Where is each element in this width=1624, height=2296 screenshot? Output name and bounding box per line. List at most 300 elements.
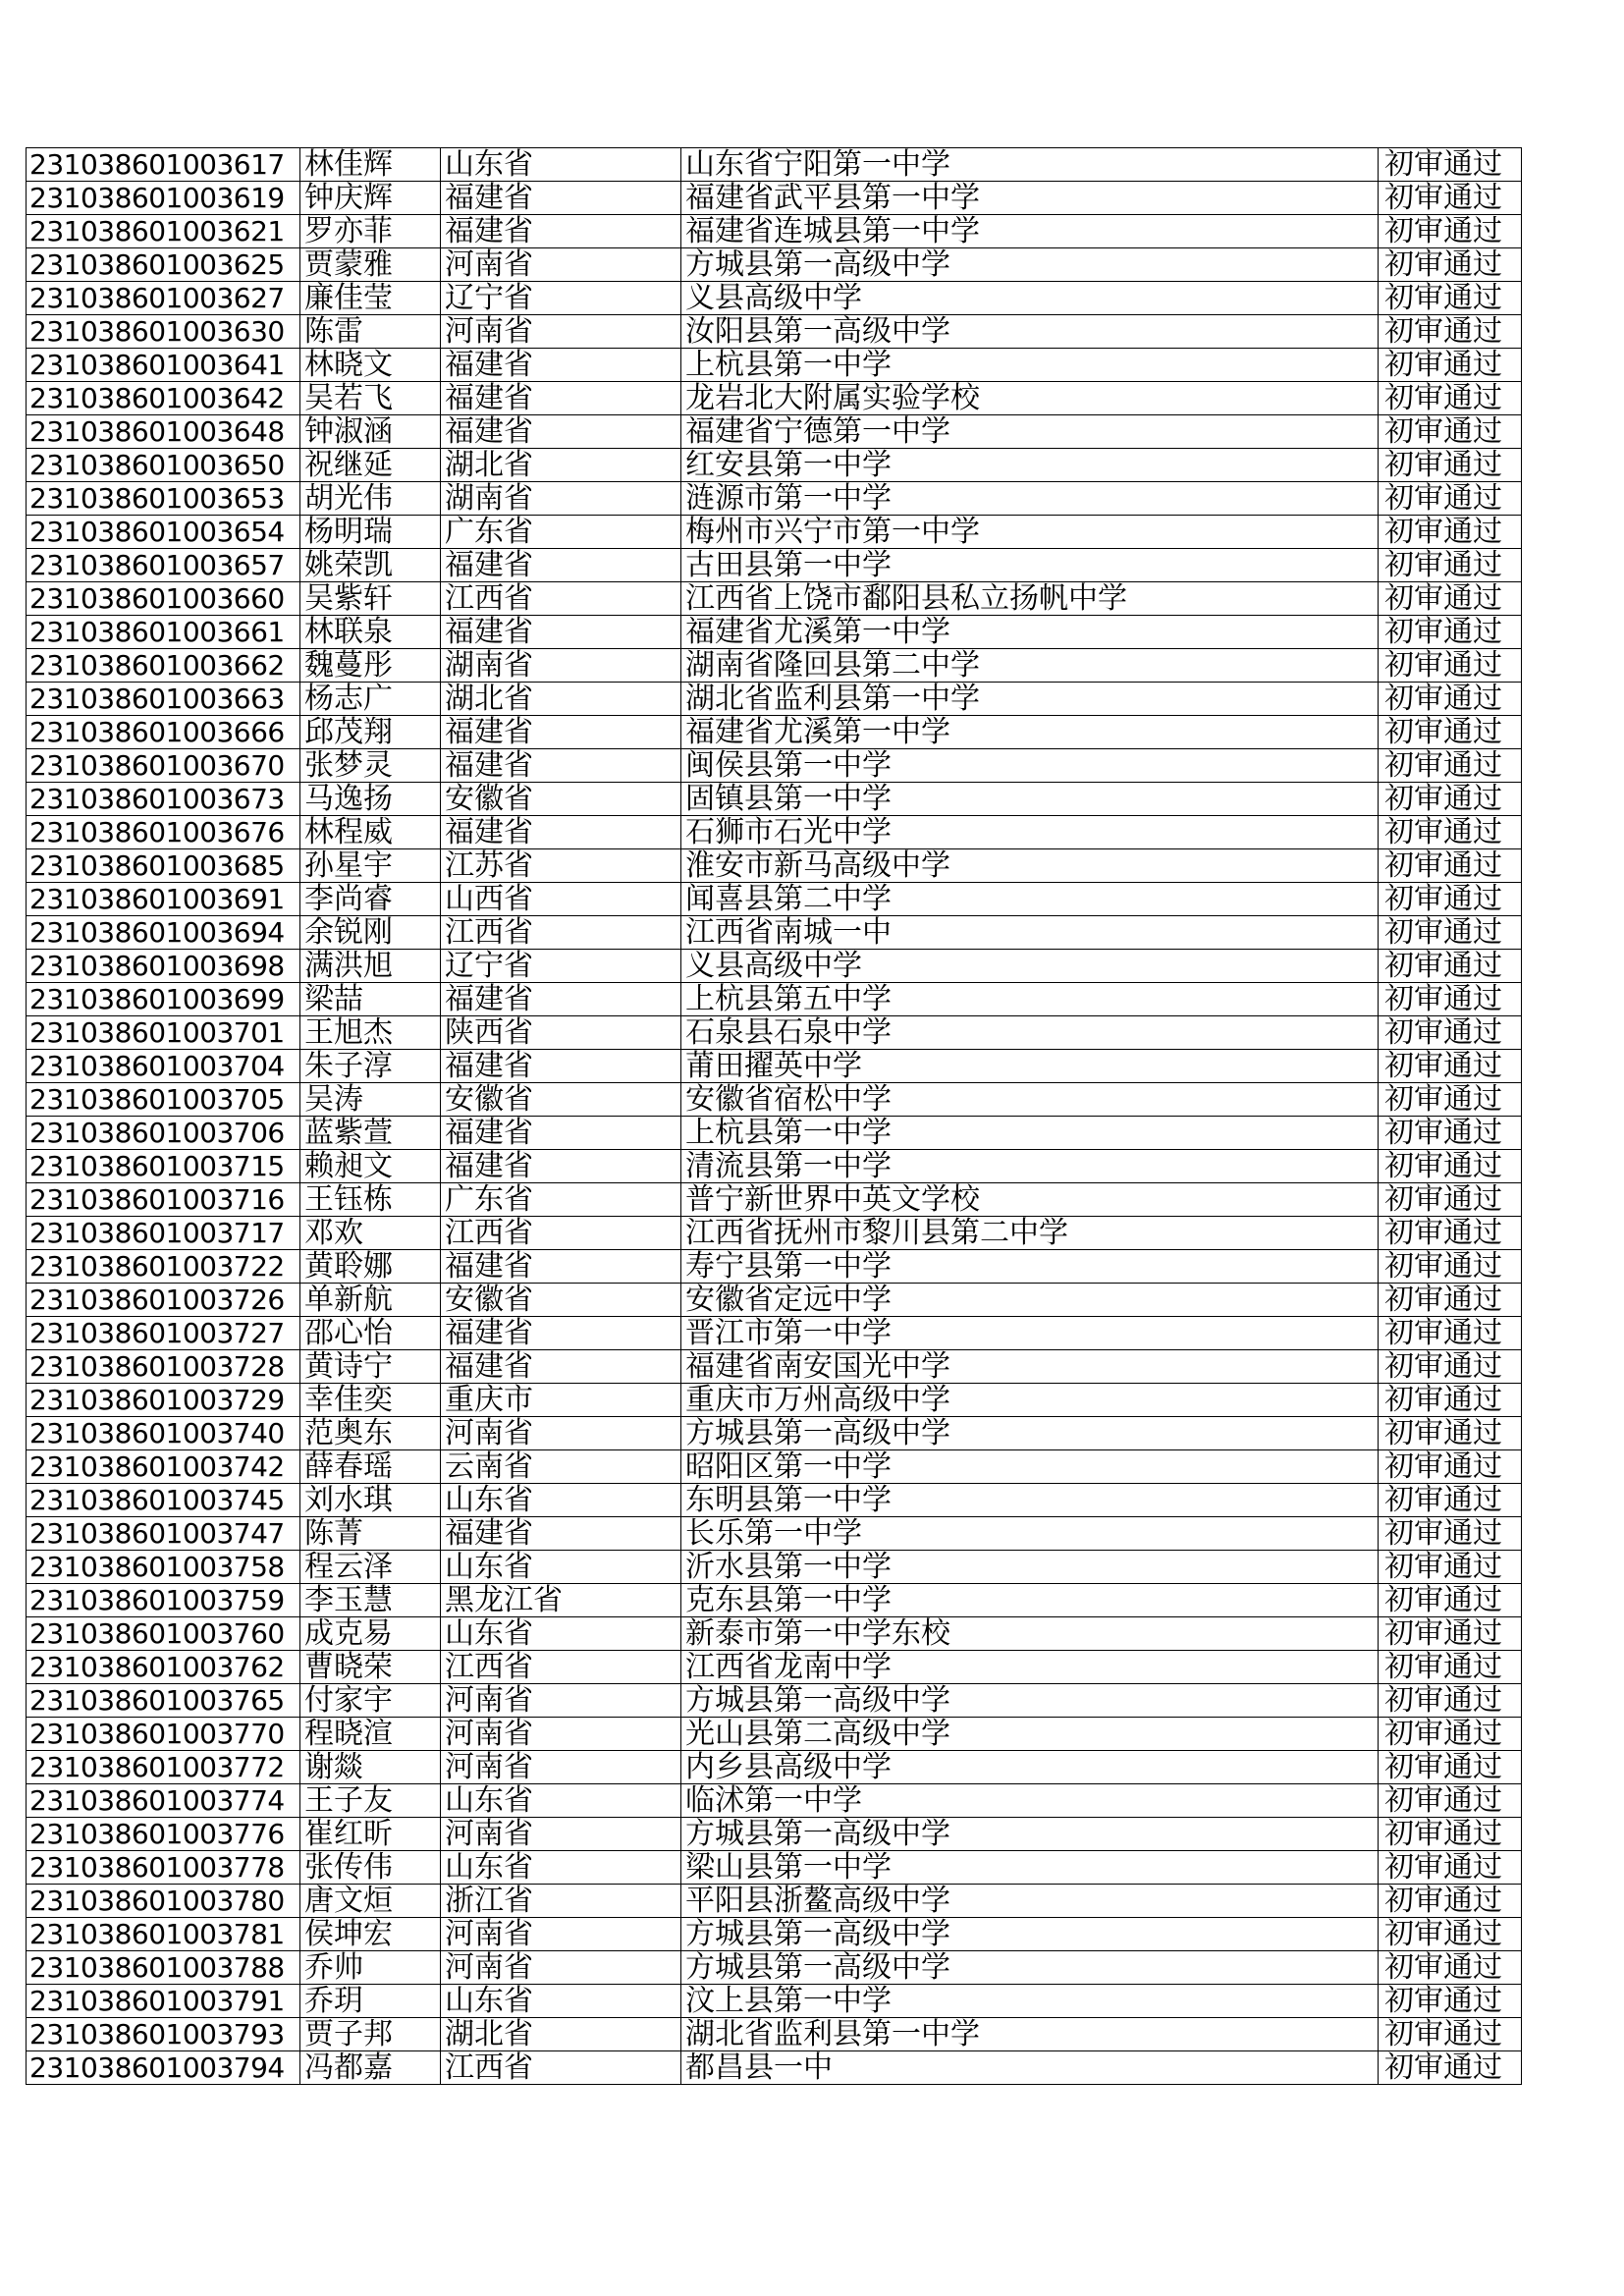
school-cell: 石泉县石泉中学 [681, 1016, 1379, 1050]
table-row [27, 2051, 1522, 2085]
name-cell: 贾子邦 [300, 2018, 441, 2051]
status-cell: 初审通过 [1379, 1617, 1522, 1651]
province-cell: 广东省 [441, 1183, 681, 1217]
school-cell: 涟源市第一中学 [681, 482, 1379, 516]
province-cell: 福建省 [441, 1250, 681, 1284]
name-cell: 祝继延 [300, 449, 441, 482]
candidate-id-cell: 231038601003617 [27, 148, 300, 182]
school-cell: 福建省连城县第一中学 [681, 215, 1379, 248]
table-row [27, 1117, 1522, 1150]
status-cell: 初审通过 [1379, 1584, 1522, 1617]
school-cell: 福建省尤溪第一中学 [681, 616, 1379, 649]
table-row [27, 1517, 1522, 1551]
province-cell: 福建省 [441, 1317, 681, 1350]
name-cell: 王钰栋 [300, 1183, 441, 1217]
school-cell: 长乐第一中学 [681, 1517, 1379, 1551]
school-cell: 江西省南城一中 [681, 916, 1379, 950]
name-cell: 邵心怡 [300, 1317, 441, 1350]
status-cell: 初审通过 [1379, 382, 1522, 415]
table-row [27, 148, 1522, 182]
status-cell: 初审通过 [1379, 549, 1522, 582]
status-cell: 初审通过 [1379, 1150, 1522, 1183]
province-cell: 山东省 [441, 1985, 681, 2018]
table-row [27, 950, 1522, 983]
school-cell: 江西省上饶市鄱阳县私立扬帆中学 [681, 582, 1379, 616]
province-cell: 江西省 [441, 2051, 681, 2085]
status-cell: 初审通过 [1379, 1450, 1522, 1484]
school-cell: 莆田擢英中学 [681, 1050, 1379, 1083]
name-cell: 成克易 [300, 1617, 441, 1651]
school-cell: 江西省龙南中学 [681, 1651, 1379, 1684]
candidate-id-cell: 231038601003728 [27, 1350, 300, 1384]
table-row [27, 816, 1522, 849]
candidate-id-cell: 231038601003619 [27, 182, 300, 215]
school-cell: 湖南省隆回县第二中学 [681, 649, 1379, 683]
school-cell: 江西省抚州市黎川县第二中学 [681, 1217, 1379, 1250]
candidate-id-cell: 231038601003758 [27, 1551, 300, 1584]
table-row [27, 1484, 1522, 1517]
province-cell: 广东省 [441, 516, 681, 549]
province-cell: 福建省 [441, 1150, 681, 1183]
province-cell: 福建省 [441, 749, 681, 783]
name-cell: 杨明瑞 [300, 516, 441, 549]
status-cell: 初审通过 [1379, 1417, 1522, 1450]
school-cell: 上杭县第五中学 [681, 983, 1379, 1016]
candidate-id-cell: 231038601003630 [27, 315, 300, 349]
province-cell: 山西省 [441, 883, 681, 916]
status-cell: 初审通过 [1379, 1117, 1522, 1150]
candidate-id-cell: 231038601003670 [27, 749, 300, 783]
candidate-id-cell: 231038601003661 [27, 616, 300, 649]
table-row [27, 1250, 1522, 1284]
table-row [27, 1317, 1522, 1350]
province-cell: 江西省 [441, 582, 681, 616]
candidate-id-cell: 231038601003685 [27, 849, 300, 883]
table-row [27, 1918, 1522, 1951]
school-cell: 红安县第一中学 [681, 449, 1379, 482]
name-cell: 王子友 [300, 1784, 441, 1818]
name-cell: 王旭杰 [300, 1016, 441, 1050]
table-row [27, 1684, 1522, 1718]
status-cell: 初审通过 [1379, 1751, 1522, 1784]
school-cell: 寿宁县第一中学 [681, 1250, 1379, 1284]
name-cell: 张传伟 [300, 1851, 441, 1885]
status-cell: 初审通过 [1379, 649, 1522, 683]
province-cell: 黑龙江省 [441, 1584, 681, 1617]
candidate-id-cell: 231038601003772 [27, 1751, 300, 1784]
status-cell: 初审通过 [1379, 1718, 1522, 1751]
table-row [27, 582, 1522, 616]
school-cell: 清流县第一中学 [681, 1150, 1379, 1183]
status-cell: 初审通过 [1379, 916, 1522, 950]
candidate-id-cell: 231038601003699 [27, 983, 300, 1016]
candidate-id-cell: 231038601003704 [27, 1050, 300, 1083]
table-row [27, 1384, 1522, 1417]
status-cell: 初审通过 [1379, 1317, 1522, 1350]
school-cell: 上杭县第一中学 [681, 1117, 1379, 1150]
province-cell: 福建省 [441, 983, 681, 1016]
name-cell: 吴若飞 [300, 382, 441, 415]
status-cell: 初审通过 [1379, 1484, 1522, 1517]
school-cell: 昭阳区第一中学 [681, 1450, 1379, 1484]
name-cell: 余锐刚 [300, 916, 441, 950]
province-cell: 福建省 [441, 1517, 681, 1551]
table-row [27, 1885, 1522, 1918]
province-cell: 福建省 [441, 1050, 681, 1083]
name-cell: 陈菁 [300, 1517, 441, 1551]
school-cell: 福建省宁德第一中学 [681, 415, 1379, 449]
name-cell: 贾蒙雅 [300, 248, 441, 282]
province-cell: 陕西省 [441, 1016, 681, 1050]
school-cell: 安徽省宿松中学 [681, 1083, 1379, 1117]
table-row [27, 382, 1522, 415]
table-row [27, 883, 1522, 916]
status-cell: 初审通过 [1379, 1183, 1522, 1217]
status-cell: 初审通过 [1379, 516, 1522, 549]
province-cell: 湖南省 [441, 649, 681, 683]
province-cell: 安徽省 [441, 1284, 681, 1317]
table-row [27, 215, 1522, 248]
province-cell: 重庆市 [441, 1384, 681, 1417]
candidate-id-cell: 231038601003701 [27, 1016, 300, 1050]
candidate-id-cell: 231038601003791 [27, 1985, 300, 2018]
province-cell: 福建省 [441, 215, 681, 248]
province-cell: 福建省 [441, 1117, 681, 1150]
province-cell: 福建省 [441, 1350, 681, 1384]
name-cell: 马逸扬 [300, 783, 441, 816]
candidate-id-cell: 231038601003694 [27, 916, 300, 950]
status-cell: 初审通过 [1379, 482, 1522, 516]
school-cell: 福建省尤溪第一中学 [681, 716, 1379, 749]
candidate-id-cell: 231038601003698 [27, 950, 300, 983]
name-cell: 黄聆娜 [300, 1250, 441, 1284]
table-row [27, 783, 1522, 816]
province-cell: 江西省 [441, 916, 681, 950]
candidate-id-cell: 231038601003666 [27, 716, 300, 749]
province-cell: 福建省 [441, 716, 681, 749]
table-row [27, 1350, 1522, 1384]
name-cell: 冯都嘉 [300, 2051, 441, 2085]
province-cell: 河南省 [441, 1684, 681, 1718]
school-cell: 方城县第一高级中学 [681, 1818, 1379, 1851]
province-cell: 福建省 [441, 816, 681, 849]
school-cell: 方城县第一高级中学 [681, 248, 1379, 282]
school-cell: 安徽省定远中学 [681, 1284, 1379, 1317]
name-cell: 单新航 [300, 1284, 441, 1317]
name-cell: 乔玥 [300, 1985, 441, 2018]
school-cell: 固镇县第一中学 [681, 783, 1379, 816]
candidate-id-cell: 231038601003760 [27, 1617, 300, 1651]
school-cell: 克东县第一中学 [681, 1584, 1379, 1617]
status-cell: 初审通过 [1379, 883, 1522, 916]
table-row [27, 1951, 1522, 1985]
status-cell: 初审通过 [1379, 2018, 1522, 2051]
table-row [27, 449, 1522, 482]
table-row [27, 983, 1522, 1016]
candidate-id-cell: 231038601003625 [27, 248, 300, 282]
province-cell: 福建省 [441, 382, 681, 415]
status-cell: 初审通过 [1379, 1951, 1522, 1985]
province-cell: 江西省 [441, 1217, 681, 1250]
table-row [27, 1551, 1522, 1584]
school-cell: 闽侯县第一中学 [681, 749, 1379, 783]
candidate-id-cell: 231038601003650 [27, 449, 300, 482]
name-cell: 曹晓荣 [300, 1651, 441, 1684]
school-cell: 闻喜县第二中学 [681, 883, 1379, 916]
table-row [27, 1417, 1522, 1450]
candidate-id-cell: 231038601003654 [27, 516, 300, 549]
status-cell: 初审通过 [1379, 2051, 1522, 2085]
province-cell: 福建省 [441, 616, 681, 649]
name-cell: 魏蔓彤 [300, 649, 441, 683]
candidate-id-cell: 231038601003788 [27, 1951, 300, 1985]
name-cell: 满洪旭 [300, 950, 441, 983]
name-cell: 林程威 [300, 816, 441, 849]
status-cell: 初审通过 [1379, 582, 1522, 616]
name-cell: 李玉慧 [300, 1584, 441, 1617]
province-cell: 湖北省 [441, 449, 681, 482]
status-cell: 初审通过 [1379, 849, 1522, 883]
name-cell: 朱子淳 [300, 1050, 441, 1083]
province-cell: 福建省 [441, 415, 681, 449]
status-cell: 初审通过 [1379, 1217, 1522, 1250]
province-cell: 河南省 [441, 1751, 681, 1784]
school-cell: 方城县第一高级中学 [681, 1417, 1379, 1450]
status-cell: 初审通过 [1379, 1918, 1522, 1951]
candidate-id-cell: 231038601003662 [27, 649, 300, 683]
province-cell: 福建省 [441, 549, 681, 582]
name-cell: 刘水琪 [300, 1484, 441, 1517]
name-cell: 黄诗宁 [300, 1350, 441, 1384]
candidate-id-cell: 231038601003722 [27, 1250, 300, 1284]
name-cell: 廉佳莹 [300, 282, 441, 315]
name-cell: 程云泽 [300, 1551, 441, 1584]
candidate-id-cell: 231038601003717 [27, 1217, 300, 1250]
candidate-id-cell: 231038601003706 [27, 1117, 300, 1150]
table-row [27, 1183, 1522, 1217]
name-cell: 张梦灵 [300, 749, 441, 783]
status-cell: 初审通过 [1379, 315, 1522, 349]
name-cell: 蓝紫萱 [300, 1117, 441, 1150]
school-cell: 山东省宁阳第一中学 [681, 148, 1379, 182]
province-cell: 河南省 [441, 1818, 681, 1851]
candidate-id-cell: 231038601003621 [27, 215, 300, 248]
status-cell: 初审通过 [1379, 248, 1522, 282]
status-cell: 初审通过 [1379, 415, 1522, 449]
province-cell: 云南省 [441, 1450, 681, 1484]
school-cell: 古田县第一中学 [681, 549, 1379, 582]
name-cell: 唐文烜 [300, 1885, 441, 1918]
school-cell: 方城县第一高级中学 [681, 1951, 1379, 1985]
table-row [27, 716, 1522, 749]
candidate-id-cell: 231038601003657 [27, 549, 300, 582]
table-row [27, 1150, 1522, 1183]
status-cell: 初审通过 [1379, 783, 1522, 816]
name-cell: 崔红昕 [300, 1818, 441, 1851]
candidate-id-cell: 231038601003770 [27, 1718, 300, 1751]
province-cell: 山东省 [441, 148, 681, 182]
school-cell: 湖北省监利县第一中学 [681, 2018, 1379, 2051]
status-cell: 初审通过 [1379, 148, 1522, 182]
status-cell: 初审通过 [1379, 616, 1522, 649]
applicant-table [26, 147, 1522, 2085]
name-cell: 吴紫轩 [300, 582, 441, 616]
school-cell: 都昌县一中 [681, 2051, 1379, 2085]
candidate-id-cell: 231038601003660 [27, 582, 300, 616]
candidate-id-cell: 231038601003705 [27, 1083, 300, 1117]
school-cell: 汶上县第一中学 [681, 1985, 1379, 2018]
province-cell: 河南省 [441, 1918, 681, 1951]
school-cell: 福建省南安国光中学 [681, 1350, 1379, 1384]
table-row [27, 1016, 1522, 1050]
name-cell: 侯坤宏 [300, 1918, 441, 1951]
province-cell: 湖南省 [441, 482, 681, 516]
table-row [27, 1718, 1522, 1751]
name-cell: 陈雷 [300, 315, 441, 349]
school-cell: 龙岩北大附属实验学校 [681, 382, 1379, 415]
status-cell: 初审通过 [1379, 1284, 1522, 1317]
status-cell: 初审通过 [1379, 1885, 1522, 1918]
name-cell: 胡光伟 [300, 482, 441, 516]
school-cell: 汝阳县第一高级中学 [681, 315, 1379, 349]
table-row [27, 1050, 1522, 1083]
status-cell: 初审通过 [1379, 1250, 1522, 1284]
status-cell: 初审通过 [1379, 1050, 1522, 1083]
name-cell: 林晓文 [300, 349, 441, 382]
table-row [27, 1083, 1522, 1117]
province-cell: 江西省 [441, 1651, 681, 1684]
table-row [27, 1651, 1522, 1684]
candidate-id-cell: 231038601003673 [27, 783, 300, 816]
candidate-id-cell: 231038601003794 [27, 2051, 300, 2085]
table-row [27, 1584, 1522, 1617]
candidate-id-cell: 231038601003691 [27, 883, 300, 916]
status-cell: 初审通过 [1379, 215, 1522, 248]
candidate-id-cell: 231038601003729 [27, 1384, 300, 1417]
table-row [27, 1284, 1522, 1317]
province-cell: 江苏省 [441, 849, 681, 883]
candidate-id-cell: 231038601003727 [27, 1317, 300, 1350]
school-cell: 上杭县第一中学 [681, 349, 1379, 382]
table-row [27, 1985, 1522, 2018]
school-cell: 重庆市万州高级中学 [681, 1384, 1379, 1417]
school-cell: 福建省武平县第一中学 [681, 182, 1379, 215]
name-cell: 邱茂翔 [300, 716, 441, 749]
candidate-id-cell: 231038601003726 [27, 1284, 300, 1317]
province-cell: 河南省 [441, 1718, 681, 1751]
table-row [27, 482, 1522, 516]
province-cell: 河南省 [441, 1417, 681, 1450]
table-row [27, 683, 1522, 716]
name-cell: 姚荣凯 [300, 549, 441, 582]
candidate-id-cell: 231038601003716 [27, 1183, 300, 1217]
applicant-table-body [27, 148, 1522, 2085]
school-cell: 梅州市兴宁市第一中学 [681, 516, 1379, 549]
candidate-id-cell: 231038601003781 [27, 1918, 300, 1951]
candidate-id-cell: 231038601003715 [27, 1150, 300, 1183]
province-cell: 辽宁省 [441, 282, 681, 315]
candidate-id-cell: 231038601003653 [27, 482, 300, 516]
status-cell: 初审通过 [1379, 683, 1522, 716]
name-cell: 幸佳奕 [300, 1384, 441, 1417]
name-cell: 钟庆辉 [300, 182, 441, 215]
candidate-id-cell: 231038601003676 [27, 816, 300, 849]
table-row [27, 649, 1522, 683]
name-cell: 李尚睿 [300, 883, 441, 916]
table-row [27, 616, 1522, 649]
school-cell: 临沭第一中学 [681, 1784, 1379, 1818]
province-cell: 湖北省 [441, 2018, 681, 2051]
candidate-id-cell: 231038601003641 [27, 349, 300, 382]
name-cell: 梁喆 [300, 983, 441, 1016]
school-cell: 晋江市第一中学 [681, 1317, 1379, 1350]
name-cell: 罗亦菲 [300, 215, 441, 248]
school-cell: 东明县第一中学 [681, 1484, 1379, 1517]
province-cell: 湖北省 [441, 683, 681, 716]
status-cell: 初审通过 [1379, 1684, 1522, 1718]
candidate-id-cell: 231038601003627 [27, 282, 300, 315]
school-cell: 淮安市新马高级中学 [681, 849, 1379, 883]
name-cell: 吴涛 [300, 1083, 441, 1117]
status-cell: 初审通过 [1379, 1784, 1522, 1818]
province-cell: 山东省 [441, 1617, 681, 1651]
table-row [27, 849, 1522, 883]
name-cell: 乔帅 [300, 1951, 441, 1985]
name-cell: 钟淑涵 [300, 415, 441, 449]
school-cell: 方城县第一高级中学 [681, 1684, 1379, 1718]
table-row [27, 749, 1522, 783]
table-row [27, 1818, 1522, 1851]
candidate-id-cell: 231038601003780 [27, 1885, 300, 1918]
candidate-id-cell: 231038601003745 [27, 1484, 300, 1517]
province-cell: 河南省 [441, 248, 681, 282]
status-cell: 初审通过 [1379, 749, 1522, 783]
school-cell: 方城县第一高级中学 [681, 1918, 1379, 1951]
province-cell: 浙江省 [441, 1885, 681, 1918]
table-row [27, 282, 1522, 315]
status-cell: 初审通过 [1379, 716, 1522, 749]
province-cell: 山东省 [441, 1551, 681, 1584]
school-cell: 沂水县第一中学 [681, 1551, 1379, 1584]
province-cell: 山东省 [441, 1484, 681, 1517]
status-cell: 初审通过 [1379, 816, 1522, 849]
name-cell: 邓欢 [300, 1217, 441, 1250]
table-row [27, 415, 1522, 449]
province-cell: 辽宁省 [441, 950, 681, 983]
candidate-id-cell: 231038601003648 [27, 415, 300, 449]
candidate-id-cell: 231038601003762 [27, 1651, 300, 1684]
school-cell: 光山县第二高级中学 [681, 1718, 1379, 1751]
province-cell: 安徽省 [441, 1083, 681, 1117]
status-cell: 初审通过 [1379, 1851, 1522, 1885]
status-cell: 初审通过 [1379, 950, 1522, 983]
candidate-id-cell: 231038601003759 [27, 1584, 300, 1617]
name-cell: 范奥东 [300, 1417, 441, 1450]
name-cell: 孙星宇 [300, 849, 441, 883]
school-cell: 平阳县浙鳌高级中学 [681, 1885, 1379, 1918]
name-cell: 林联泉 [300, 616, 441, 649]
candidate-id-cell: 231038601003765 [27, 1684, 300, 1718]
school-cell: 内乡县高级中学 [681, 1751, 1379, 1784]
name-cell: 赖昶文 [300, 1150, 441, 1183]
status-cell: 初审通过 [1379, 1818, 1522, 1851]
status-cell: 初审通过 [1379, 983, 1522, 1016]
status-cell: 初审通过 [1379, 182, 1522, 215]
table-row [27, 1617, 1522, 1651]
status-cell: 初审通过 [1379, 1651, 1522, 1684]
candidate-id-cell: 231038601003774 [27, 1784, 300, 1818]
school-cell: 新泰市第一中学东校 [681, 1617, 1379, 1651]
